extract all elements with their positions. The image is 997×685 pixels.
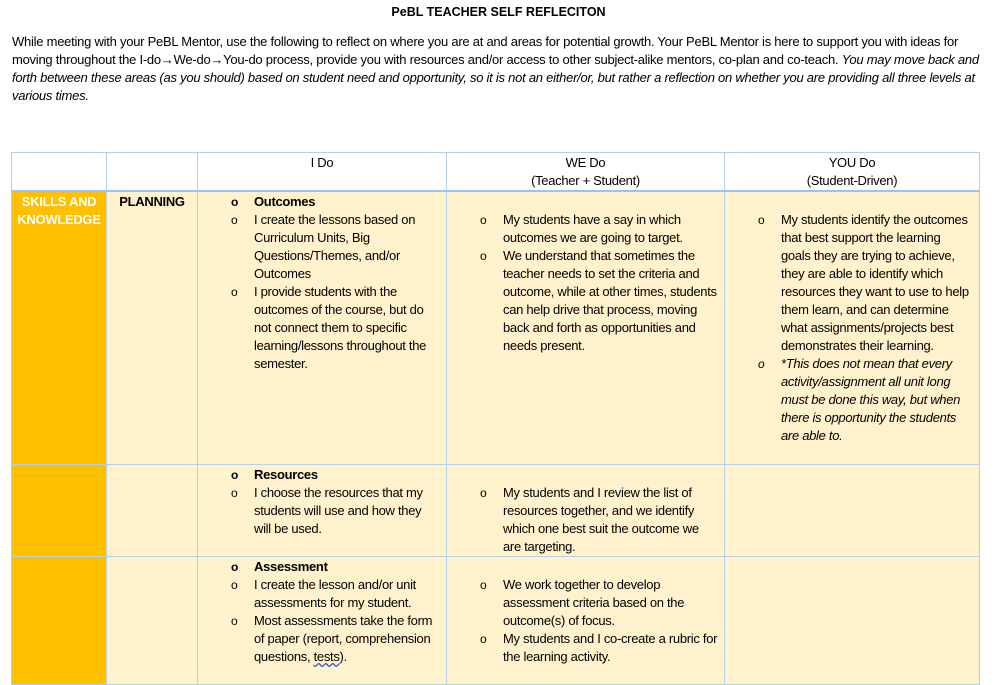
list-item: o My students identify the outcomes that best support the learning goals they are trying to achieve, they are able to identify which resources they want to use to help them learn, and can determine what assignments/projects best demonstrates their learning. [725, 211, 979, 355]
subcategory-cell [107, 557, 198, 685]
header-wedo: WE Do (Teacher + Student) [447, 153, 725, 192]
list-item: o I choose the resources that my students will use and how they will be used. [198, 484, 446, 538]
header-ido: I Do [198, 153, 447, 192]
subcategory-cell: PLANNING [107, 191, 198, 465]
header-blank-2 [107, 153, 198, 192]
header-row [12, 153, 980, 192]
list-item: o Outcomes [198, 193, 446, 211]
list-item: o I provide students with the outcomes of the course, but do not connect them to specific learning/lessons throughout the semester. [198, 283, 446, 373]
list-item: o My students have a say in which outcomes we are going to target. [447, 211, 724, 247]
wedo-cell [447, 191, 725, 465]
spellcheck-word: tests [313, 649, 340, 664]
list-item: o My students and I co-create a rubric for the learning activity. [447, 630, 724, 666]
ido-cell [198, 557, 447, 685]
table-row [12, 557, 980, 685]
table-row [12, 191, 980, 465]
youdo-cell [725, 465, 980, 557]
table-row [12, 465, 980, 557]
list-item: o Resources [198, 466, 446, 484]
intro-text: While meeting with your PeBL Mentor, use the following to reflect on where you are at and areas for potential growth. Your PeBL Mentor is here to support you with ideas for moving throughout the I-do→We-do→You-do process, provide you with resources and/or access to other subject-alike mentors, co-plan and co-teach. [12, 34, 959, 67]
ido-cell [198, 191, 447, 465]
wedo-cell [447, 465, 725, 557]
header-blank-1 [12, 153, 107, 192]
youdo-cell [725, 557, 980, 685]
list-item: o Assessment [198, 558, 446, 576]
intro-paragraph [12, 33, 987, 105]
document-title: PeBL TEACHER SELF REFLECITON [391, 5, 606, 19]
subcategory-cell [107, 465, 198, 557]
list-item: o Most assessments take the form of paper (report, comprehension questions, tests). [198, 612, 446, 666]
list-item: o I create the lessons based on Curriculum Units, Big Questions/Themes, and/or Outcomes [198, 211, 446, 283]
wedo-cell [447, 557, 725, 685]
category-cell [12, 465, 107, 557]
header-youdo: YOU Do (Student-Driven) [725, 153, 980, 192]
ido-cell [198, 465, 447, 557]
reflection-table [11, 152, 980, 685]
category-cell [12, 557, 107, 685]
youdo-cell [725, 191, 980, 465]
intro-italic-text: You may move back and forth between these areas (as you should) based on student need and opportunity, so it is not an either/or, but rather a reflection on whether you are providing all three levels at various times. [12, 52, 979, 103]
list-item: o We understand that sometimes the teacher needs to set the criteria and outcome, while at other times, students can help drive that process, moving back and forth as opportunities and needs present. [447, 247, 724, 355]
list-item: o I create the lesson and/or unit assessments for my student. [198, 576, 446, 612]
category-cell: SKILLS AND KNOWLEDGE [12, 191, 107, 465]
list-item: o My students and I review the list of resources together, and we identify which one best suit the outcome we are targeting. [447, 484, 724, 556]
list-item: o *This does not mean that every activity/assignment all unit long must be done this way, but when there is opportunity the students are able to. [725, 355, 979, 445]
list-item: o We work together to develop assessment criteria based on the outcome(s) of focus. [447, 576, 724, 630]
